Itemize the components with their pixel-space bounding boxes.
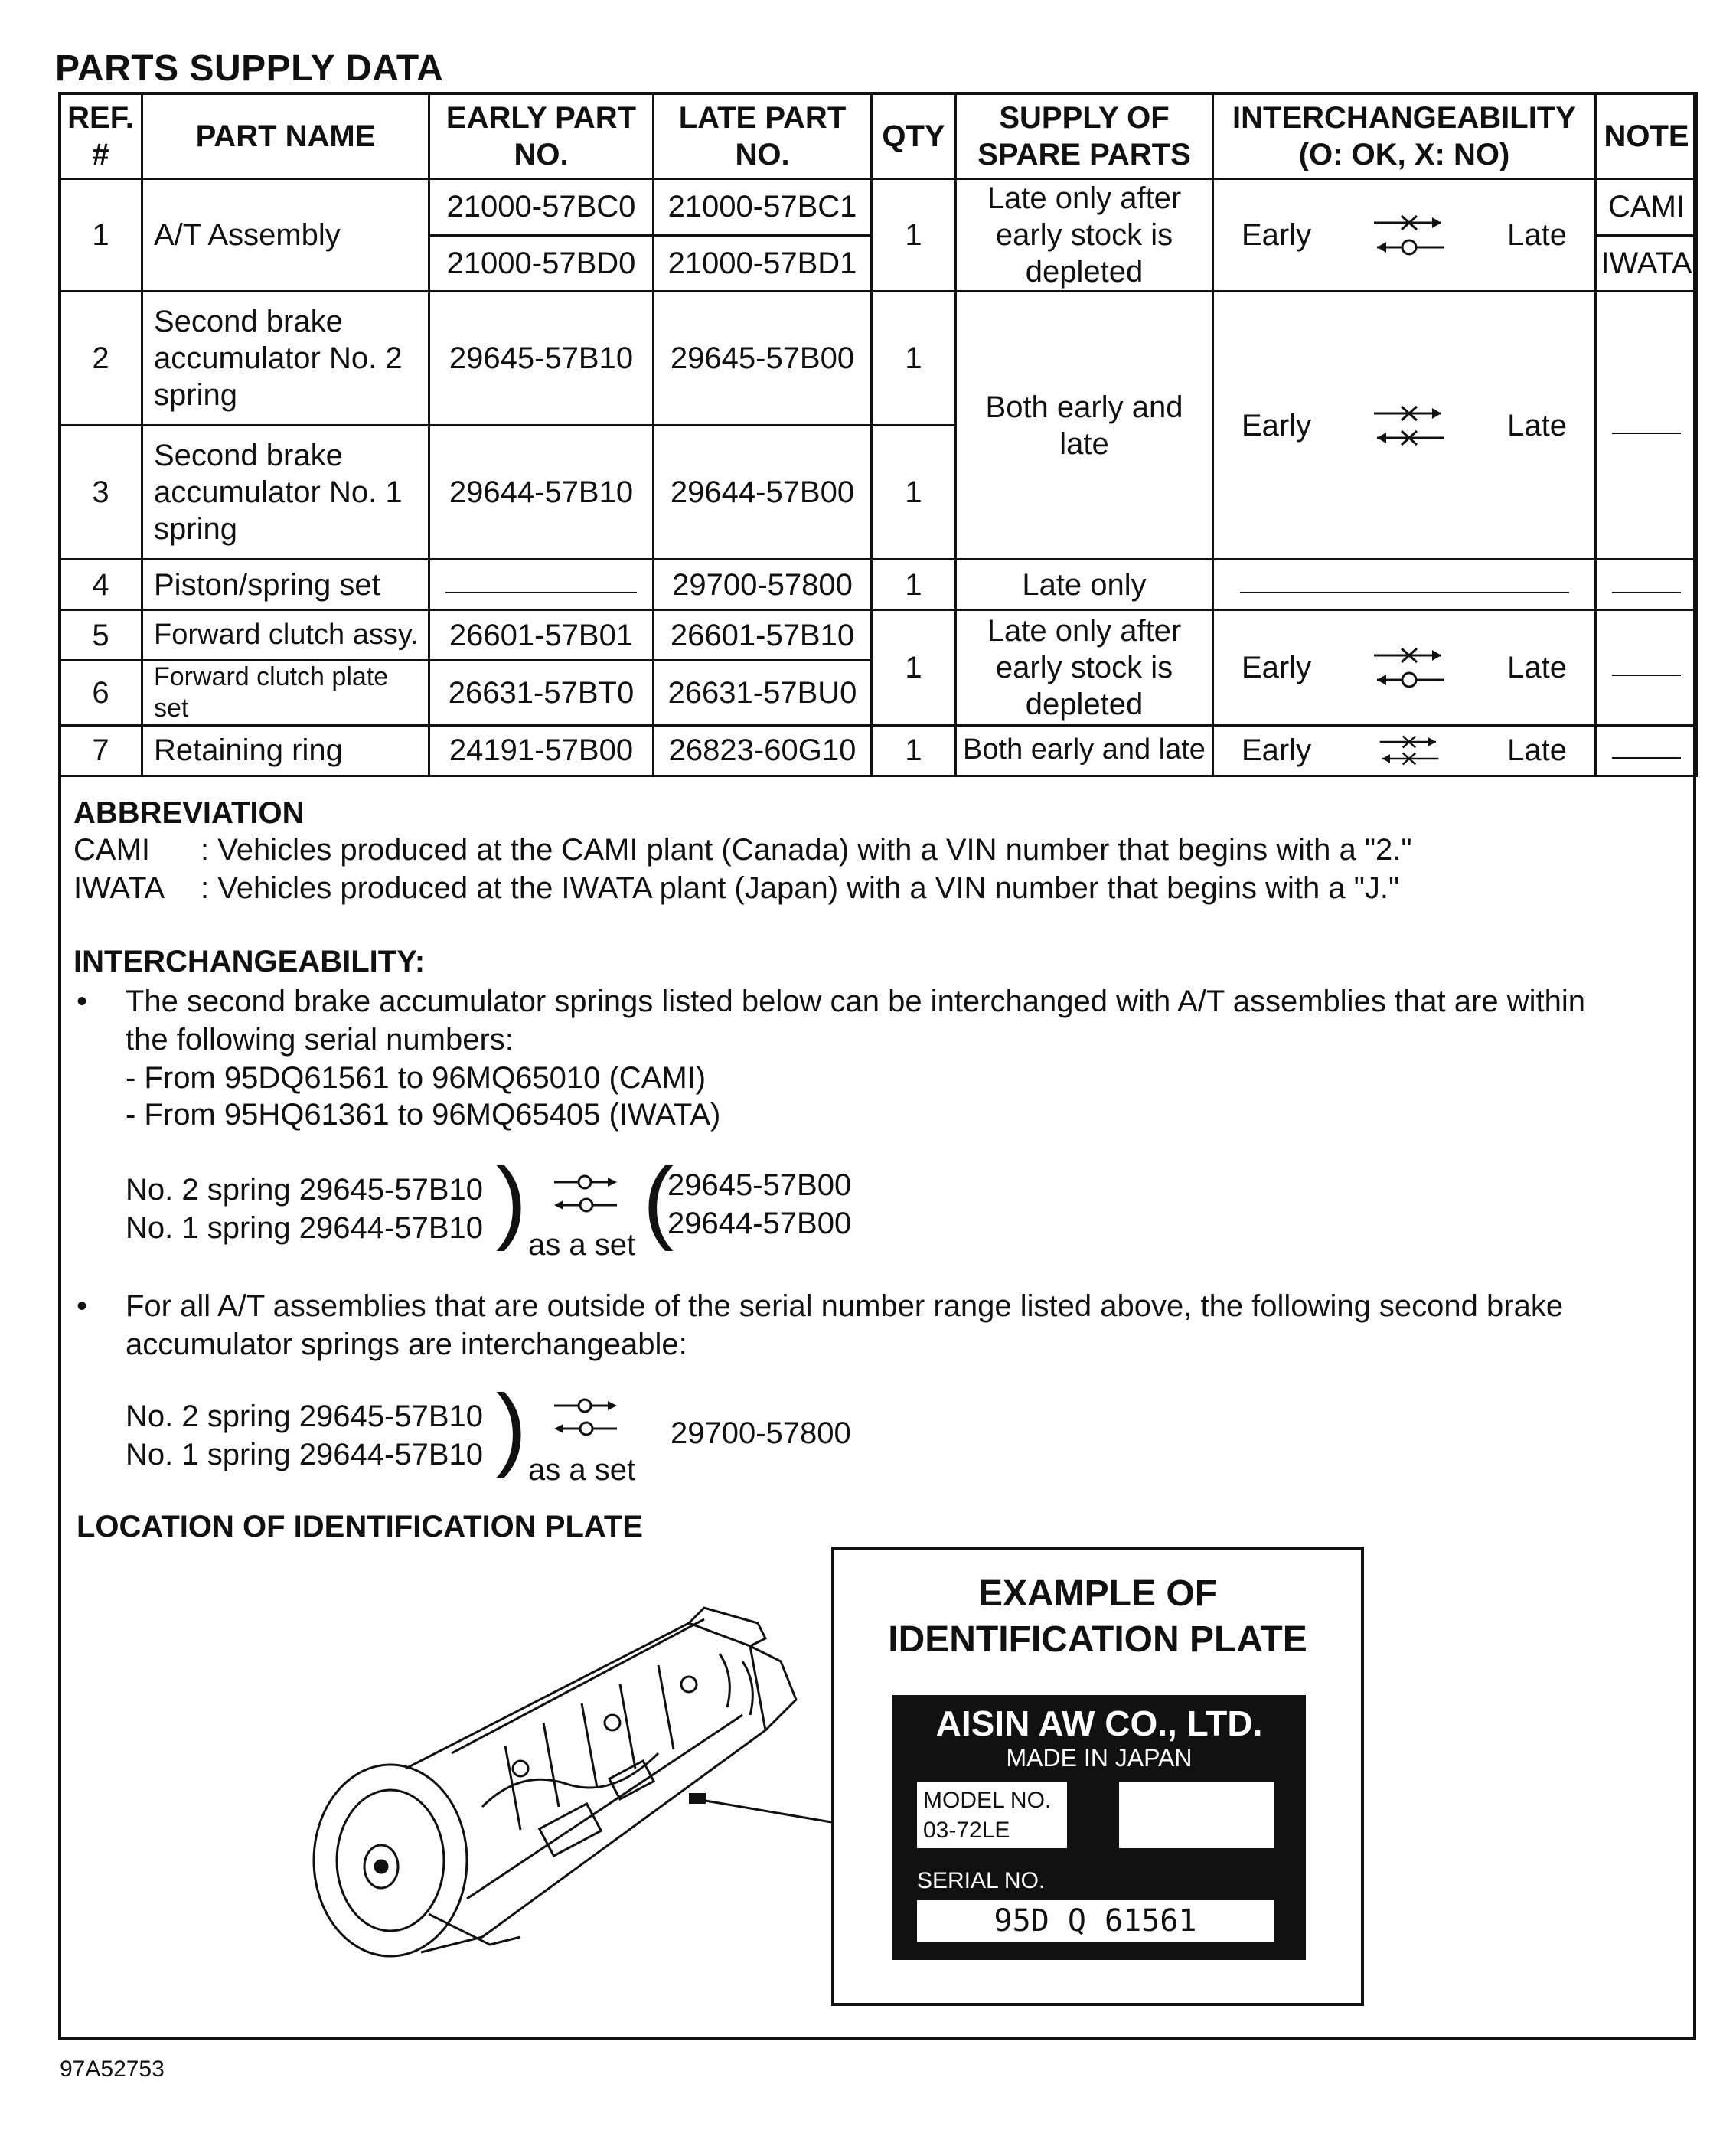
interch-cell <box>1213 179 1596 292</box>
ref-cell: 5 <box>60 610 142 661</box>
late-part-cell: 21000-57BC1 <box>654 179 872 236</box>
transmission-illustration <box>291 1577 842 1975</box>
abbrev-text-cami: : Vehicles produced at the CAMI plant (Canada) with a VIN number that begins with a "2." <box>201 833 1412 867</box>
late-part-cell: 29645-57B00 <box>654 292 872 426</box>
qty-cell: 1 <box>872 292 956 426</box>
header-part-name: PART NAME <box>142 93 429 179</box>
abbrev-text-iwata: : Vehicles produced at the IWATA plant (Japan) with a VIN number that begins with a "J." <box>201 871 1400 905</box>
late-part-cell: 26823-60G10 <box>654 725 872 776</box>
page-title: PARTS SUPPLY DATA <box>55 48 444 89</box>
bullet2-line1: For all A/T assemblies that are outside of the serial number range listed above, the following second brake <box>126 1289 1564 1323</box>
late-label: Late <box>1507 218 1567 252</box>
set2-late-set: 29700-57800 <box>671 1416 851 1450</box>
set2-no1-spring: No. 1 spring 29644-57B10 <box>126 1438 483 1471</box>
late-label: Late <box>1507 408 1567 443</box>
supply-cell: Late only after early stock is depleted <box>956 179 1213 292</box>
bullet2-line2: accumulator springs are interchangeable: <box>126 1328 687 1361</box>
supply-cell: Both early and late <box>956 725 1213 776</box>
ok-interchange-backward-icon <box>1371 671 1447 689</box>
early-label: Early <box>1242 733 1312 768</box>
qty-cell: 1 <box>872 610 956 726</box>
ref-cell: 2 <box>60 292 142 426</box>
header-qty: QTY <box>872 93 956 179</box>
bullet1-line1: The second brake accumulator springs listed below can be interchanged with A/T assemblies that are within <box>126 985 1585 1018</box>
dash-icon <box>1612 431 1681 436</box>
header-supply: SUPPLY OF SPARE PARTS <box>956 93 1213 179</box>
no-interchange-forward-icon <box>1371 214 1447 232</box>
qty-cell: 1 <box>872 179 956 292</box>
as-a-set-label: as a set <box>528 1453 636 1487</box>
supply-cell: Late only <box>956 560 1213 610</box>
right-paren-icon: ) <box>496 1376 527 1478</box>
late-label: Late <box>1507 650 1567 684</box>
serial-range-iwata: - From 95HQ61361 to 96MQ65405 (IWATA) <box>126 1098 721 1132</box>
header-ref: REF. # <box>60 93 142 179</box>
model-label: MODEL NO. <box>923 1788 1052 1813</box>
dash-icon <box>1612 756 1681 760</box>
bullet-icon: • <box>77 985 88 1018</box>
qty-cell: 1 <box>872 426 956 560</box>
early-label: Early <box>1242 218 1312 252</box>
example-title-line2: IDENTIFICATION PLATE <box>888 1619 1307 1660</box>
set2-no2-spring: No. 2 spring 29645-57B10 <box>126 1400 483 1433</box>
ref-cell: 1 <box>60 179 142 292</box>
location-heading: LOCATION OF IDENTIFICATION PLATE <box>77 1510 643 1543</box>
early-part-cell: 26601-57B01 <box>429 610 654 661</box>
blank-field <box>1119 1782 1274 1848</box>
ok-interchange-backward-icon <box>1371 238 1447 256</box>
dash-icon <box>1612 673 1681 678</box>
table-row <box>60 560 1698 610</box>
parts-supply-table <box>58 92 1698 777</box>
early-part-cell: 24191-57B00 <box>429 725 654 776</box>
plate-made-in: MADE IN JAPAN <box>1006 1744 1193 1772</box>
ref-cell: 3 <box>60 426 142 560</box>
set1-late-no2: 29645-57B00 <box>667 1168 852 1202</box>
model-value: 03-72LE <box>923 1818 1010 1843</box>
interch-cell <box>1213 560 1596 610</box>
set1-no2-spring: No. 2 spring 29645-57B10 <box>126 1173 483 1207</box>
interch-cell <box>1213 610 1596 726</box>
bullet-icon: • <box>77 1289 88 1323</box>
set1-no1-spring: No. 1 spring 29644-57B10 <box>126 1211 483 1245</box>
note-cell <box>1596 610 1698 726</box>
no-interchange-backward-icon <box>1375 751 1444 766</box>
no-interchange-forward-icon <box>1371 646 1447 665</box>
abbrev-key-cami: CAMI <box>73 833 150 867</box>
example-title-line1: EXAMPLE OF <box>977 1573 1218 1614</box>
dash-icon <box>445 590 637 595</box>
early-part-cell: 29644-57B10 <box>429 426 654 560</box>
serial-value: 95D Q 61561 <box>917 1900 1274 1942</box>
qty-cell: 1 <box>872 725 956 776</box>
early-label: Early <box>1242 650 1312 684</box>
no-interchange-backward-icon <box>1371 429 1447 447</box>
header-note: NOTE <box>1596 93 1698 179</box>
bullet1-line2: the following serial numbers: <box>126 1023 514 1057</box>
part-name-cell: A/T Assembly <box>142 179 429 292</box>
supply-cell: Both early and late <box>956 292 1213 560</box>
late-part-cell: 29700-57800 <box>654 560 872 610</box>
note-cell: IWATA <box>1596 235 1698 292</box>
as-a-set-label: as a set <box>528 1228 636 1262</box>
dash-icon <box>1612 590 1681 595</box>
identification-plate <box>892 1695 1306 1960</box>
late-part-cell: 29644-57B00 <box>654 426 872 560</box>
late-label: Late <box>1507 733 1567 768</box>
model-number-box <box>917 1782 1067 1848</box>
abbreviation-heading: ABBREVIATION <box>73 796 305 830</box>
interch-cell <box>1213 292 1596 560</box>
early-label: Early <box>1242 408 1312 443</box>
interchange-arrows-icon <box>551 1171 620 1217</box>
interch-cell <box>1213 725 1596 776</box>
note-cell <box>1596 560 1698 610</box>
table-row <box>60 725 1698 776</box>
part-name-cell: Piston/spring set <box>142 560 429 610</box>
supply-cell: Late only after early stock is depleted <box>956 610 1213 726</box>
part-name-cell: Second brake accumulator No. 2 spring <box>142 292 429 426</box>
document-id: 97A52753 <box>60 2056 165 2082</box>
table-row <box>60 292 1698 426</box>
dash-icon <box>1240 590 1569 595</box>
ref-cell: 7 <box>60 725 142 776</box>
header-interchangeability: INTERCHANGEABILITY (O: OK, X: NO) <box>1213 93 1596 179</box>
serial-label: SERIAL NO. <box>917 1868 1046 1893</box>
interchangeability-heading: INTERCHANGEABILITY: <box>73 945 426 978</box>
right-paren-icon: ) <box>496 1149 527 1252</box>
part-name-cell: Second brake accumulator No. 1 spring <box>142 426 429 560</box>
example-plate-box <box>831 1547 1364 2006</box>
no-interchange-forward-icon <box>1375 734 1444 750</box>
early-part-cell: 29645-57B10 <box>429 292 654 426</box>
late-part-cell: 21000-57BD1 <box>654 235 872 292</box>
table-header-row <box>60 93 1698 179</box>
late-part-cell: 26631-57BU0 <box>654 661 872 726</box>
early-part-cell: 26631-57BT0 <box>429 661 654 726</box>
header-late-part-no: LATE PART NO. <box>654 93 872 179</box>
late-part-cell: 26601-57B10 <box>654 610 872 661</box>
ref-cell: 4 <box>60 560 142 610</box>
early-part-cell: 21000-57BC0 <box>429 179 654 236</box>
part-name-cell: Forward clutch assy. <box>142 610 429 661</box>
ref-cell: 6 <box>60 661 142 726</box>
serial-range-cami: - From 95DQ61561 to 96MQ65010 (CAMI) <box>126 1061 706 1095</box>
table-row <box>60 179 1698 236</box>
note-cell <box>1596 292 1698 560</box>
no-interchange-forward-icon <box>1371 404 1447 423</box>
abbrev-key-iwata: IWATA <box>73 871 165 905</box>
table-row <box>60 610 1698 661</box>
note-cell <box>1596 725 1698 776</box>
left-paren-icon: ( <box>643 1149 674 1252</box>
header-early-part-no: EARLY PART NO. <box>429 93 654 179</box>
part-name-cell: Retaining ring <box>142 725 429 776</box>
plate-maker: AISIN AW CO., LTD. <box>935 1703 1263 1743</box>
early-part-cell: 21000-57BD0 <box>429 235 654 292</box>
set1-late-no1: 29644-57B00 <box>667 1207 852 1240</box>
interchange-arrows-icon <box>551 1395 620 1441</box>
part-name-cell: Forward clutch plate set <box>142 661 429 726</box>
qty-cell: 1 <box>872 560 956 610</box>
early-part-cell <box>429 560 654 610</box>
note-cell: CAMI <box>1596 179 1698 236</box>
